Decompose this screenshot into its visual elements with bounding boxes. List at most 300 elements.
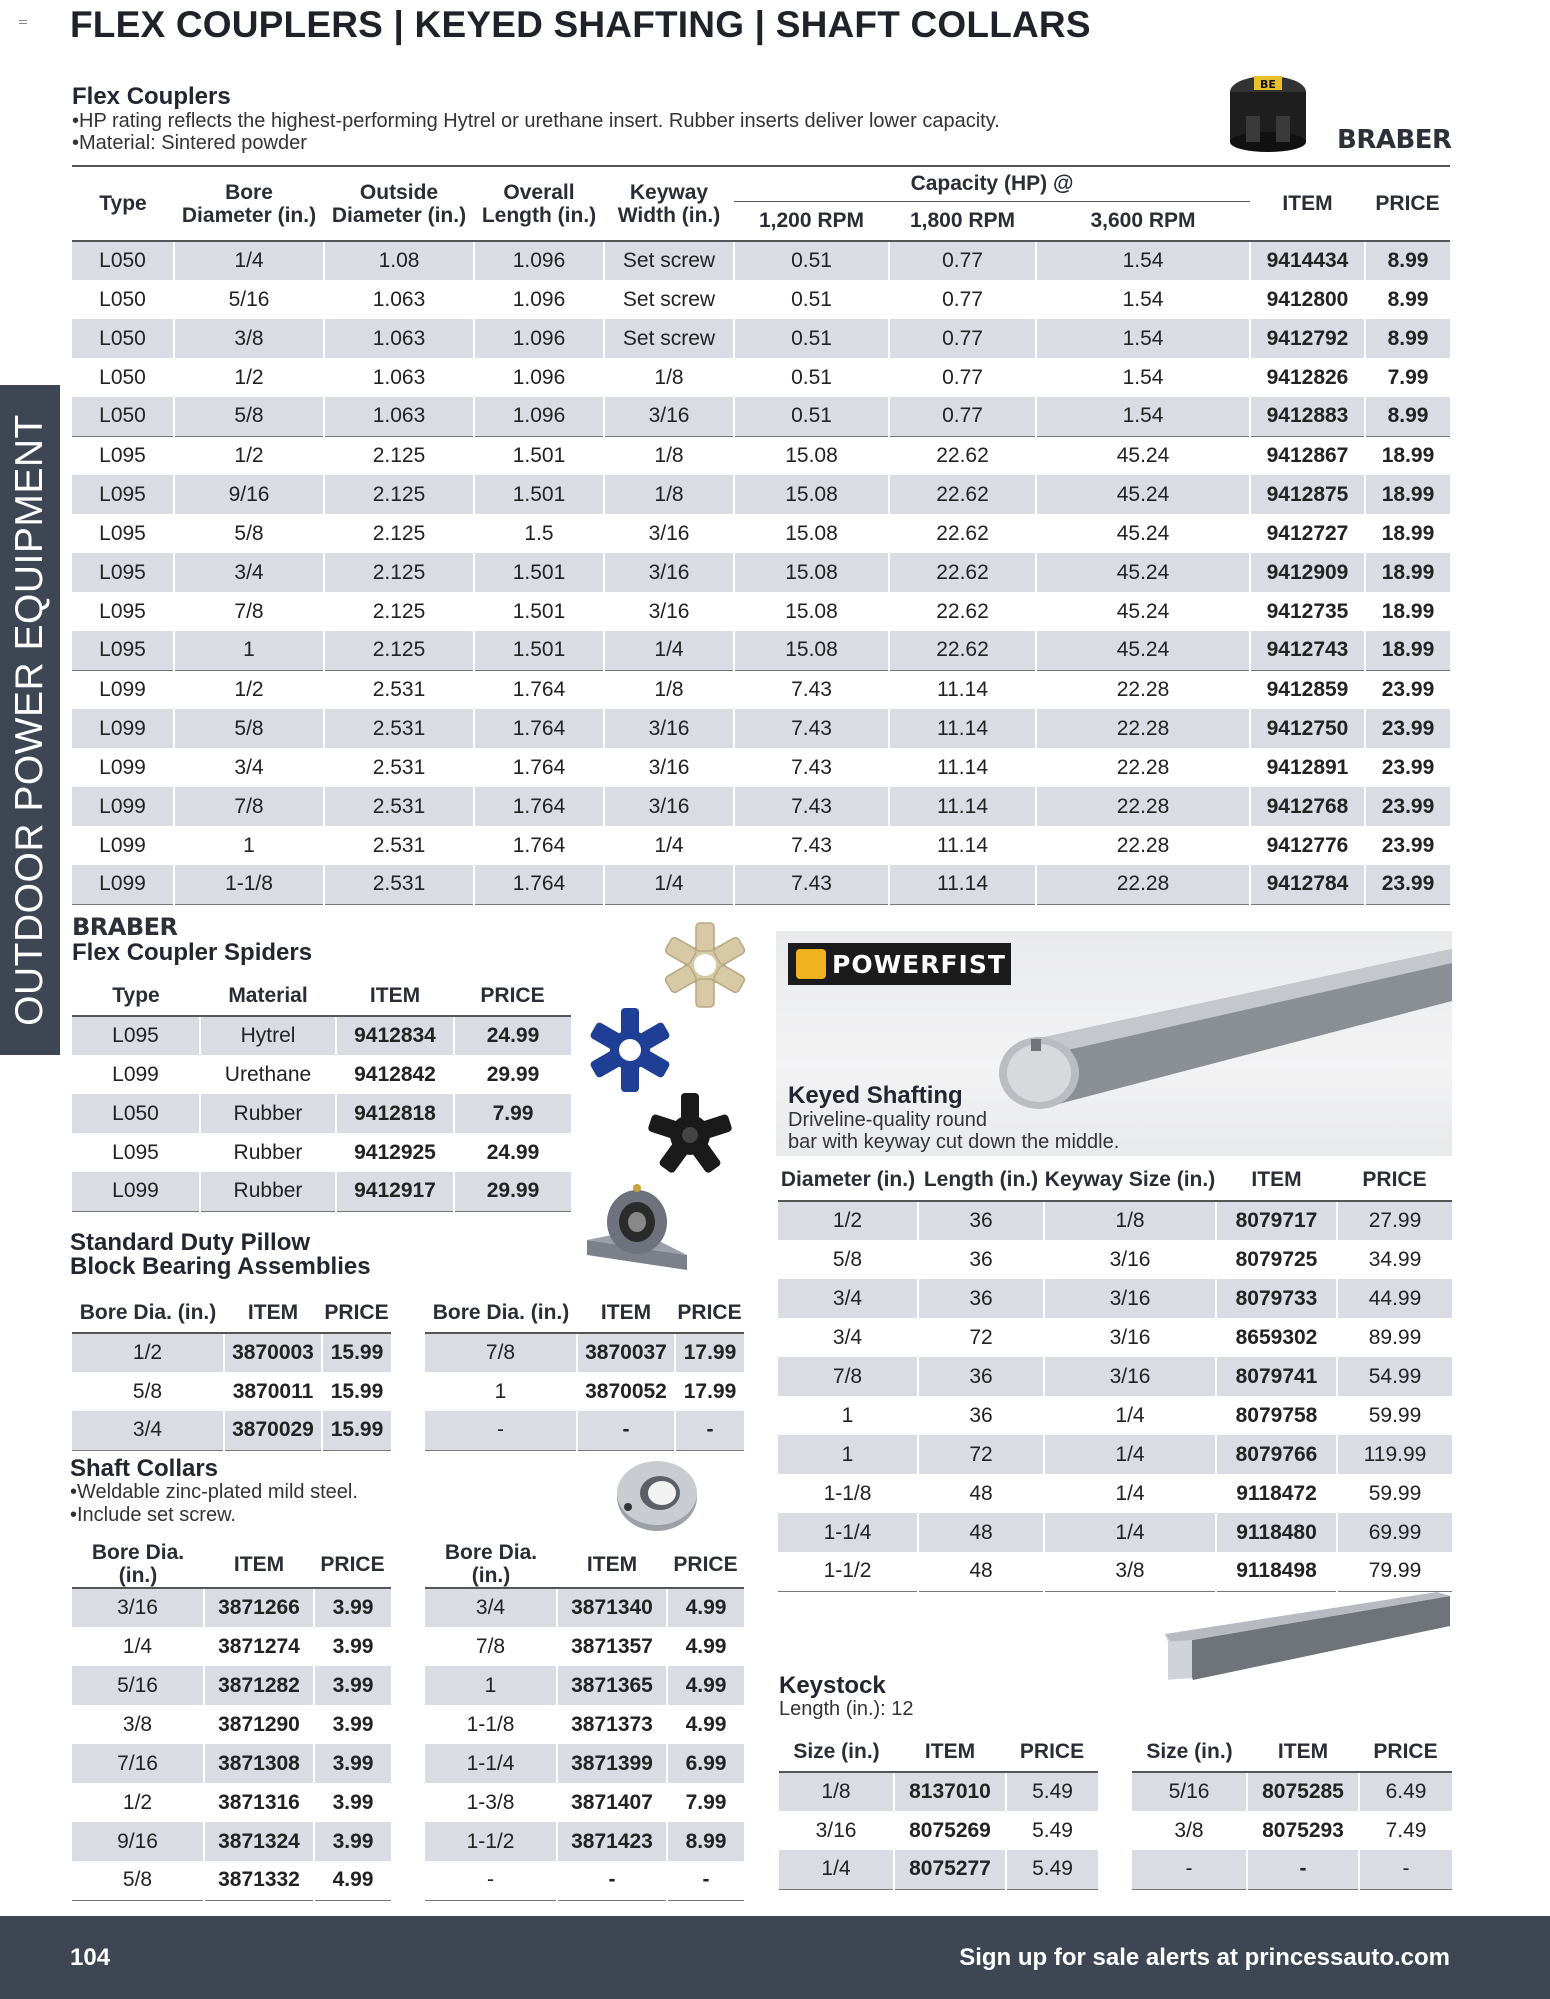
- table-cell: 9412800: [1250, 280, 1365, 319]
- col-pb-bore-r: Bore Dia. (in.): [425, 1293, 577, 1333]
- table-cell: 1.501: [474, 553, 604, 592]
- table-cell: 59.99: [1337, 1396, 1452, 1435]
- shaft-collars-title: Shaft Collars: [70, 1455, 219, 1482]
- table-cell: 0.77: [889, 397, 1036, 436]
- table-cell: 3.99: [314, 1744, 391, 1783]
- table-cell: 24.99: [454, 1133, 571, 1172]
- table-cell: 1.08: [324, 241, 474, 280]
- table-cell: 1-1/8: [425, 1705, 557, 1744]
- blue-spider-image: [585, 1005, 675, 1095]
- table-cell: 0.51: [734, 397, 889, 436]
- table-row: [72, 709, 1450, 748]
- col-outside: Outside Diameter (in.): [324, 166, 474, 241]
- table-cell: 1/2: [174, 358, 324, 397]
- table-cell: 8137010: [894, 1772, 1006, 1811]
- table-cell: 3.99: [314, 1627, 391, 1666]
- table-cell: 48: [918, 1474, 1044, 1513]
- table-cell: 5/16: [72, 1666, 204, 1705]
- col-ks-item: ITEM: [1216, 1159, 1337, 1201]
- table-cell: 3871365: [557, 1666, 667, 1705]
- table-cell: 8079733: [1216, 1279, 1337, 1318]
- col-kst-price: PRICE: [1006, 1732, 1098, 1772]
- table-row: [425, 1627, 744, 1666]
- table-cell: 3/16: [604, 787, 734, 826]
- table-cell: Urethane: [200, 1055, 336, 1094]
- table-cell: 1.501: [474, 631, 604, 670]
- table-cell: 7/8: [174, 592, 324, 631]
- table-cell: 3871340: [557, 1588, 667, 1627]
- table-cell: 29.99: [454, 1055, 571, 1094]
- table-cell: 1/2: [72, 1333, 224, 1372]
- table-cell: 36: [918, 1357, 1044, 1396]
- table-cell: 15.99: [322, 1372, 391, 1411]
- table-cell: 9412826: [1250, 358, 1365, 397]
- pillow-block-title-line-1: Standard Duty Pillow: [70, 1229, 311, 1256]
- table-cell: 3/8: [1044, 1552, 1216, 1591]
- table-cell: 3/16: [1044, 1318, 1216, 1357]
- table-row: [425, 1588, 744, 1627]
- table-cell: -: [1247, 1850, 1359, 1889]
- table-cell: 72: [918, 1318, 1044, 1357]
- table-cell: 1/4: [604, 631, 734, 670]
- table-cell: 48: [918, 1552, 1044, 1591]
- col-sc-item-r: ITEM: [557, 1541, 667, 1588]
- table-cell: 0.77: [889, 280, 1036, 319]
- table-cell: 72: [918, 1435, 1044, 1474]
- table-cell: 1-1/4: [778, 1513, 918, 1552]
- table-cell: 3/16: [779, 1811, 894, 1850]
- table-cell: 4.99: [667, 1627, 744, 1666]
- table-cell: 1: [778, 1396, 918, 1435]
- table-cell: 1.764: [474, 826, 604, 865]
- table-cell: 1.063: [324, 280, 474, 319]
- table-cell: 23.99: [1365, 748, 1450, 787]
- table-row: [425, 1822, 744, 1861]
- table-cell: L095: [72, 592, 174, 631]
- table-cell: 11.14: [889, 709, 1036, 748]
- table-row: [72, 1333, 391, 1372]
- table-cell: 15.08: [734, 475, 889, 514]
- table-cell: 9412792: [1250, 319, 1365, 358]
- table-cell: 1: [425, 1666, 557, 1705]
- table-cell: 1.764: [474, 748, 604, 787]
- table-row: [425, 1411, 744, 1450]
- table-row: [72, 631, 1450, 670]
- table-cell: 9412750: [1250, 709, 1365, 748]
- table-cell: 18.99: [1365, 514, 1450, 553]
- table-cell: 27.99: [1337, 1201, 1452, 1240]
- table-cell: L050: [72, 241, 174, 280]
- table-cell: -: [1359, 1850, 1452, 1889]
- table-cell: Set screw: [604, 319, 734, 358]
- table-row: [778, 1513, 1452, 1552]
- table-cell: 5/8: [72, 1861, 204, 1900]
- table-cell: 17.99: [675, 1372, 744, 1411]
- table-cell: 9/16: [174, 475, 324, 514]
- shaft-collar-image: [612, 1455, 702, 1535]
- col-pb-price: PRICE: [322, 1293, 391, 1333]
- col-ks-diameter: Diameter (in.): [778, 1159, 918, 1201]
- table-cell: L095: [72, 631, 174, 670]
- table-cell: 3871282: [204, 1666, 314, 1705]
- table-row: [72, 592, 1450, 631]
- table-cell: 9412875: [1250, 475, 1365, 514]
- col-item: ITEM: [1250, 166, 1365, 241]
- table-cell: 1/4: [779, 1850, 894, 1889]
- table-cell: 119.99: [1337, 1435, 1452, 1474]
- table-cell: 1/8: [604, 358, 734, 397]
- table-cell: Rubber: [200, 1172, 336, 1211]
- keyed-shafting-desc-2: bar with keyway cut down the middle.: [788, 1131, 1120, 1153]
- col-spider-type: Type: [72, 976, 200, 1016]
- keystock-title: Keystock: [779, 1672, 886, 1699]
- table-cell: 23.99: [1365, 709, 1450, 748]
- col-rpm-1800: 1,800 RPM: [889, 201, 1036, 241]
- table-cell: 9412818: [336, 1094, 454, 1133]
- pillow-block-table-right: [425, 1293, 744, 1451]
- table-cell: 22.62: [889, 592, 1036, 631]
- table-cell: 3.99: [314, 1822, 391, 1861]
- table-cell: 6.49: [1359, 1772, 1452, 1811]
- table-cell: 1: [778, 1435, 918, 1474]
- table-row: [425, 1744, 744, 1783]
- table-cell: 9118480: [1216, 1513, 1337, 1552]
- table-cell: 23.99: [1365, 865, 1450, 904]
- table-cell: 22.62: [889, 514, 1036, 553]
- table-cell: L099: [72, 709, 174, 748]
- sale-alerts-link[interactable]: Sign up for sale alerts at princessauto.com: [959, 1944, 1450, 1971]
- table-cell: 8075269: [894, 1811, 1006, 1850]
- keyed-shafting-desc-1: Driveline-quality round: [788, 1109, 987, 1131]
- table-cell: 1-1/8: [174, 865, 324, 904]
- col-capacity: Capacity (HP) @: [734, 166, 1250, 201]
- table-cell: 2.531: [324, 826, 474, 865]
- table-row: [778, 1357, 1452, 1396]
- table-cell: 3/16: [604, 514, 734, 553]
- table-cell: 15.08: [734, 514, 889, 553]
- table-cell: 4.99: [314, 1861, 391, 1900]
- table-row: [779, 1772, 1098, 1811]
- col-ks-keyway: Keyway Size (in.): [1044, 1159, 1216, 1201]
- table-row: [1132, 1772, 1452, 1811]
- keystock-table-left: [779, 1732, 1098, 1890]
- table-cell: -: [667, 1861, 744, 1900]
- table-row: [778, 1201, 1452, 1240]
- table-cell: 3/16: [1044, 1279, 1216, 1318]
- table-cell: 45.24: [1036, 514, 1250, 553]
- table-cell: 34.99: [1337, 1240, 1452, 1279]
- side-category-tab: [0, 385, 60, 1055]
- keyed-shafting-title: Keyed Shafting: [788, 1082, 963, 1109]
- table-cell: L050: [72, 358, 174, 397]
- table-cell: 45.24: [1036, 631, 1250, 670]
- table-cell: 1.063: [324, 358, 474, 397]
- table-cell: 7.99: [1365, 358, 1450, 397]
- table-cell: 3871357: [557, 1627, 667, 1666]
- table-cell: L099: [72, 1172, 200, 1211]
- table-cell: 1/4: [72, 1627, 204, 1666]
- tan-spider-image: [660, 920, 750, 1010]
- table-cell: 2.531: [324, 670, 474, 709]
- table-row: [778, 1474, 1452, 1513]
- table-row: [72, 1133, 571, 1172]
- table-row: [72, 1372, 391, 1411]
- coupler-logo-text: BE: [1260, 78, 1276, 91]
- table-cell: 4.99: [667, 1705, 744, 1744]
- table-cell: 1/4: [604, 865, 734, 904]
- table-cell: 9412776: [1250, 826, 1365, 865]
- table-cell: 8.99: [1365, 280, 1450, 319]
- table-cell: 3871423: [557, 1822, 667, 1861]
- table-cell: 18.99: [1365, 553, 1450, 592]
- table-cell: 3871308: [204, 1744, 314, 1783]
- table-row: [72, 1627, 391, 1666]
- table-row: [778, 1279, 1452, 1318]
- table-cell: 5/8: [174, 709, 324, 748]
- table-cell: L099: [72, 865, 174, 904]
- table-row: [72, 280, 1450, 319]
- table-cell: 9412891: [1250, 748, 1365, 787]
- table-row: [72, 1016, 571, 1055]
- table-cell: 5/8: [174, 397, 324, 436]
- col-sc-bore: Bore Dia. (in.): [72, 1541, 204, 1588]
- table-cell: L099: [72, 670, 174, 709]
- table-cell: -: [425, 1411, 577, 1450]
- table-cell: 3871290: [204, 1705, 314, 1744]
- table-cell: 3871316: [204, 1783, 314, 1822]
- table-cell: 79.99: [1337, 1552, 1452, 1591]
- table-row: [72, 1861, 391, 1900]
- table-cell: 17.99: [675, 1333, 744, 1372]
- table-row: [72, 553, 1450, 592]
- table-cell: 9412735: [1250, 592, 1365, 631]
- page-title: FLEX COUPLERS | KEYED SHAFTING | SHAFT COLLARS: [70, 4, 1091, 45]
- table-cell: 9412925: [336, 1133, 454, 1172]
- flex-couplers-bullet-2: •Material: Sintered powder: [72, 132, 307, 154]
- table-cell: 1.764: [474, 709, 604, 748]
- col-kst-item: ITEM: [894, 1732, 1006, 1772]
- table-cell: 15.99: [322, 1333, 391, 1372]
- table-cell: 3/16: [604, 553, 734, 592]
- table-cell: 8659302: [1216, 1318, 1337, 1357]
- table-row: [72, 1783, 391, 1822]
- table-cell: 3/8: [174, 319, 324, 358]
- table-cell: 3/16: [604, 397, 734, 436]
- table-cell: 8079741: [1216, 1357, 1337, 1396]
- table-cell: 15.08: [734, 592, 889, 631]
- table-cell: 15.08: [734, 436, 889, 475]
- table-cell: 9412917: [336, 1172, 454, 1211]
- table-cell: L099: [72, 1055, 200, 1094]
- table-cell: 3.99: [314, 1588, 391, 1627]
- pillow-block-table-left: [72, 1293, 391, 1451]
- table-row: [72, 514, 1450, 553]
- table-cell: 5/16: [1132, 1772, 1247, 1811]
- table-cell: 15.99: [322, 1411, 391, 1450]
- spiders-title: Flex Coupler Spiders: [72, 939, 313, 966]
- table-cell: 1: [174, 826, 324, 865]
- table-row: [72, 1666, 391, 1705]
- table-cell: 3870052: [577, 1372, 675, 1411]
- table-cell: 1.54: [1036, 280, 1250, 319]
- table-cell: -: [675, 1411, 744, 1450]
- table-cell: L095: [72, 1133, 200, 1172]
- table-row: [72, 1411, 391, 1450]
- table-cell: 23.99: [1365, 670, 1450, 709]
- table-cell: 1.764: [474, 670, 604, 709]
- table-cell: 9412743: [1250, 631, 1365, 670]
- table-cell: 1.501: [474, 592, 604, 631]
- table-cell: L099: [72, 826, 174, 865]
- table-cell: 1.54: [1036, 241, 1250, 280]
- table-cell: 0.77: [889, 358, 1036, 397]
- table-cell: 22.28: [1036, 826, 1250, 865]
- page-number: 104: [70, 1944, 111, 1971]
- table-cell: 3/16: [604, 592, 734, 631]
- table-cell: 3870003: [224, 1333, 322, 1372]
- table-cell: 1/4: [174, 241, 324, 280]
- table-cell: 18.99: [1365, 436, 1450, 475]
- coupler-product-image: [1226, 68, 1310, 154]
- table-cell: 3/16: [604, 709, 734, 748]
- table-row: [72, 1055, 571, 1094]
- table-cell: 11.14: [889, 865, 1036, 904]
- col-overall: Overall Length (in.): [474, 166, 604, 241]
- col-kst-size-r: Size (in.): [1132, 1732, 1247, 1772]
- keystock-subtitle: Length (in.): 12: [779, 1698, 914, 1720]
- table-cell: 1.501: [474, 436, 604, 475]
- table-cell: 69.99: [1337, 1513, 1452, 1552]
- table-row: [72, 1094, 571, 1133]
- table-cell: 1/4: [604, 826, 734, 865]
- table-cell: 3/4: [778, 1318, 918, 1357]
- powerfist-brand-logo: POWERFIST: [788, 943, 1011, 985]
- table-cell: 2.531: [324, 748, 474, 787]
- table-cell: 9412842: [336, 1055, 454, 1094]
- table-cell: 24.99: [454, 1016, 571, 1055]
- table-cell: 3/4: [72, 1411, 224, 1450]
- col-price: PRICE: [1365, 166, 1450, 241]
- table-cell: 9412727: [1250, 514, 1365, 553]
- table-cell: 5/8: [174, 514, 324, 553]
- table-cell: 0.77: [889, 241, 1036, 280]
- table-cell: 2.125: [324, 631, 474, 670]
- table-cell: 22.28: [1036, 748, 1250, 787]
- table-cell: 5.49: [1006, 1811, 1098, 1850]
- table-cell: 8079725: [1216, 1240, 1337, 1279]
- table-row: [779, 1811, 1098, 1850]
- col-spider-material: Material: [200, 976, 336, 1016]
- col-sc-price: PRICE: [314, 1541, 391, 1588]
- table-row: [425, 1333, 744, 1372]
- table-cell: L095: [72, 553, 174, 592]
- table-cell: 7.43: [734, 787, 889, 826]
- flex-couplers-bullet-1: •HP rating reflects the highest-performing Hytrel or urethane insert. Rubber inserts deliver lower capacity.: [72, 110, 1000, 132]
- table-cell: 0.51: [734, 280, 889, 319]
- table-cell: -: [557, 1861, 667, 1900]
- table-cell: 1.096: [474, 397, 604, 436]
- table-cell: 1.096: [474, 280, 604, 319]
- table-cell: 5.49: [1006, 1772, 1098, 1811]
- pillow-block-image: [582, 1180, 692, 1275]
- table-cell: 2.125: [324, 475, 474, 514]
- table-cell: 1.54: [1036, 319, 1250, 358]
- table-cell: 1.764: [474, 865, 604, 904]
- shaft-collars-table-left: [72, 1541, 391, 1901]
- table-cell: 1/4: [1044, 1474, 1216, 1513]
- table-cell: 3871407: [557, 1783, 667, 1822]
- table-row: [778, 1318, 1452, 1357]
- table-cell: 45.24: [1036, 553, 1250, 592]
- table-cell: 7/8: [425, 1627, 557, 1666]
- table-cell: 22.28: [1036, 865, 1250, 904]
- table-cell: 7.43: [734, 748, 889, 787]
- table-cell: 89.99: [1337, 1318, 1452, 1357]
- table-cell: 1/2: [778, 1201, 918, 1240]
- col-rpm-1200: 1,200 RPM: [734, 201, 889, 241]
- table-cell: 22.28: [1036, 787, 1250, 826]
- table-cell: 22.62: [889, 436, 1036, 475]
- table-cell: Rubber: [200, 1094, 336, 1133]
- table-cell: 1/2: [174, 670, 324, 709]
- page-corner-mark: [19, 20, 27, 24]
- col-kst-size: Size (in.): [779, 1732, 894, 1772]
- table-cell: 15.08: [734, 631, 889, 670]
- table-row: [72, 826, 1450, 865]
- table-cell: 11.14: [889, 670, 1036, 709]
- table-cell: 8079758: [1216, 1396, 1337, 1435]
- table-row: [72, 436, 1450, 475]
- col-kst-price-r: PRICE: [1359, 1732, 1452, 1772]
- table-cell: 18.99: [1365, 631, 1450, 670]
- table-cell: 4.99: [667, 1588, 744, 1627]
- table-cell: 2.531: [324, 865, 474, 904]
- col-kst-item-r: ITEM: [1247, 1732, 1359, 1772]
- table-cell: 1: [425, 1372, 577, 1411]
- table-cell: 9412784: [1250, 865, 1365, 904]
- table-cell: 22.62: [889, 475, 1036, 514]
- table-cell: 3/4: [174, 748, 324, 787]
- table-cell: L095: [72, 1016, 200, 1055]
- table-cell: 8075293: [1247, 1811, 1359, 1850]
- col-pb-bore: Bore Dia. (in.): [72, 1293, 224, 1333]
- col-pb-item: ITEM: [224, 1293, 322, 1333]
- shaft-collars-bullet-1: •Weldable zinc-plated mild steel.: [70, 1481, 358, 1503]
- col-sc-bore-r: Bore Dia. (in.): [425, 1541, 557, 1588]
- table-cell: 54.99: [1337, 1357, 1452, 1396]
- table-cell: 2.531: [324, 787, 474, 826]
- table-cell: 2.125: [324, 592, 474, 631]
- table-cell: 7.43: [734, 670, 889, 709]
- table-cell: 1.063: [324, 397, 474, 436]
- table-cell: 8.99: [1365, 319, 1450, 358]
- table-cell: 0.77: [889, 319, 1036, 358]
- table-row: [72, 1588, 391, 1627]
- table-row: [72, 475, 1450, 514]
- table-row: [72, 787, 1450, 826]
- table-cell: 5/8: [72, 1372, 224, 1411]
- table-cell: 7.99: [454, 1094, 571, 1133]
- table-cell: 9412859: [1250, 670, 1365, 709]
- table-row: [425, 1666, 744, 1705]
- table-row: [425, 1705, 744, 1744]
- spiders-table: [72, 976, 571, 1212]
- table-cell: 2.125: [324, 553, 474, 592]
- table-cell: L099: [72, 748, 174, 787]
- table-row: [778, 1552, 1452, 1591]
- table-cell: 7.43: [734, 826, 889, 865]
- col-type: Type: [72, 166, 174, 241]
